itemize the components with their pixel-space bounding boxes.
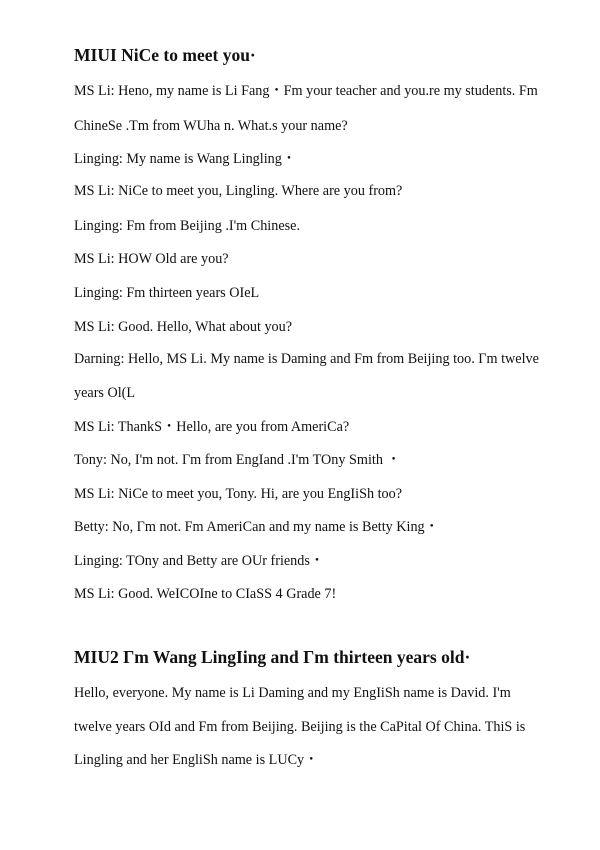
module2-title: MIU2 Γm Wang LingIing and Γm thirteen years old· <box>74 647 471 667</box>
module1-line-10: years Ol(L <box>74 385 136 401</box>
module1-line-9: Darning: Hello, MS Li. My name is Daming and Fm from Beijing too. Γm twelve <box>74 351 539 367</box>
module2-line-1: Hello, everyone. My name is Li Daming and my EngIiSh name is David. I'm <box>74 685 511 701</box>
module2-line-3: Lingling and her EngliSh name is LUCy・ <box>74 752 319 768</box>
module1-line-12: Tony: No, I'm not. Γm from EngIand .I'm TOny Smith ・ <box>74 452 401 468</box>
module1-line-11: MS Li: ThankS・Hello, are you from AmeriCa? <box>74 419 350 435</box>
module2-line-2: twelve years OId and Fm from Beijing. Beijing is the CaPital Of China. ThiS is <box>74 719 526 735</box>
module1-line-16: MS Li: Good. WeICOIne to CIaSS 4 Grade 7! <box>74 586 337 602</box>
module1-line-13: MS Li: NiCe to meet you, Tony. Hi, are you EngIiSh too? <box>74 486 403 502</box>
module1-line-1: MS Li: Heno, my name is Li Fang・Fm your teacher and you.re my students. Fm <box>74 83 538 99</box>
module1-title: MIUI NiCe to meet you· <box>74 45 256 65</box>
module1-line-6: MS Li: HOW Old are you? <box>74 251 229 267</box>
module1-line-7: Linging: Fm thirteen years OIeL <box>74 285 260 301</box>
module1-line-2: ChineSe .Tm from WUha n. What.s your name? <box>74 118 348 134</box>
module1-line-4: MS Li: NiCe to meet you, Lingling. Where are you from? <box>74 183 403 199</box>
module1-line-8: MS Li: Good. Hello, What about you? <box>74 319 293 335</box>
module1-line-3: Linging: My name is Wang Lingling・ <box>74 151 297 167</box>
module1-line-5: Linging: Fm from Beijing .I'm Chinese. <box>74 218 300 234</box>
module1-line-14: Betty: No, Γm not. Fm AmeriCan and my name is Betty King・ <box>74 519 439 535</box>
module1-line-15: Linging: TOny and Betty are OUr friends・ <box>74 553 325 569</box>
